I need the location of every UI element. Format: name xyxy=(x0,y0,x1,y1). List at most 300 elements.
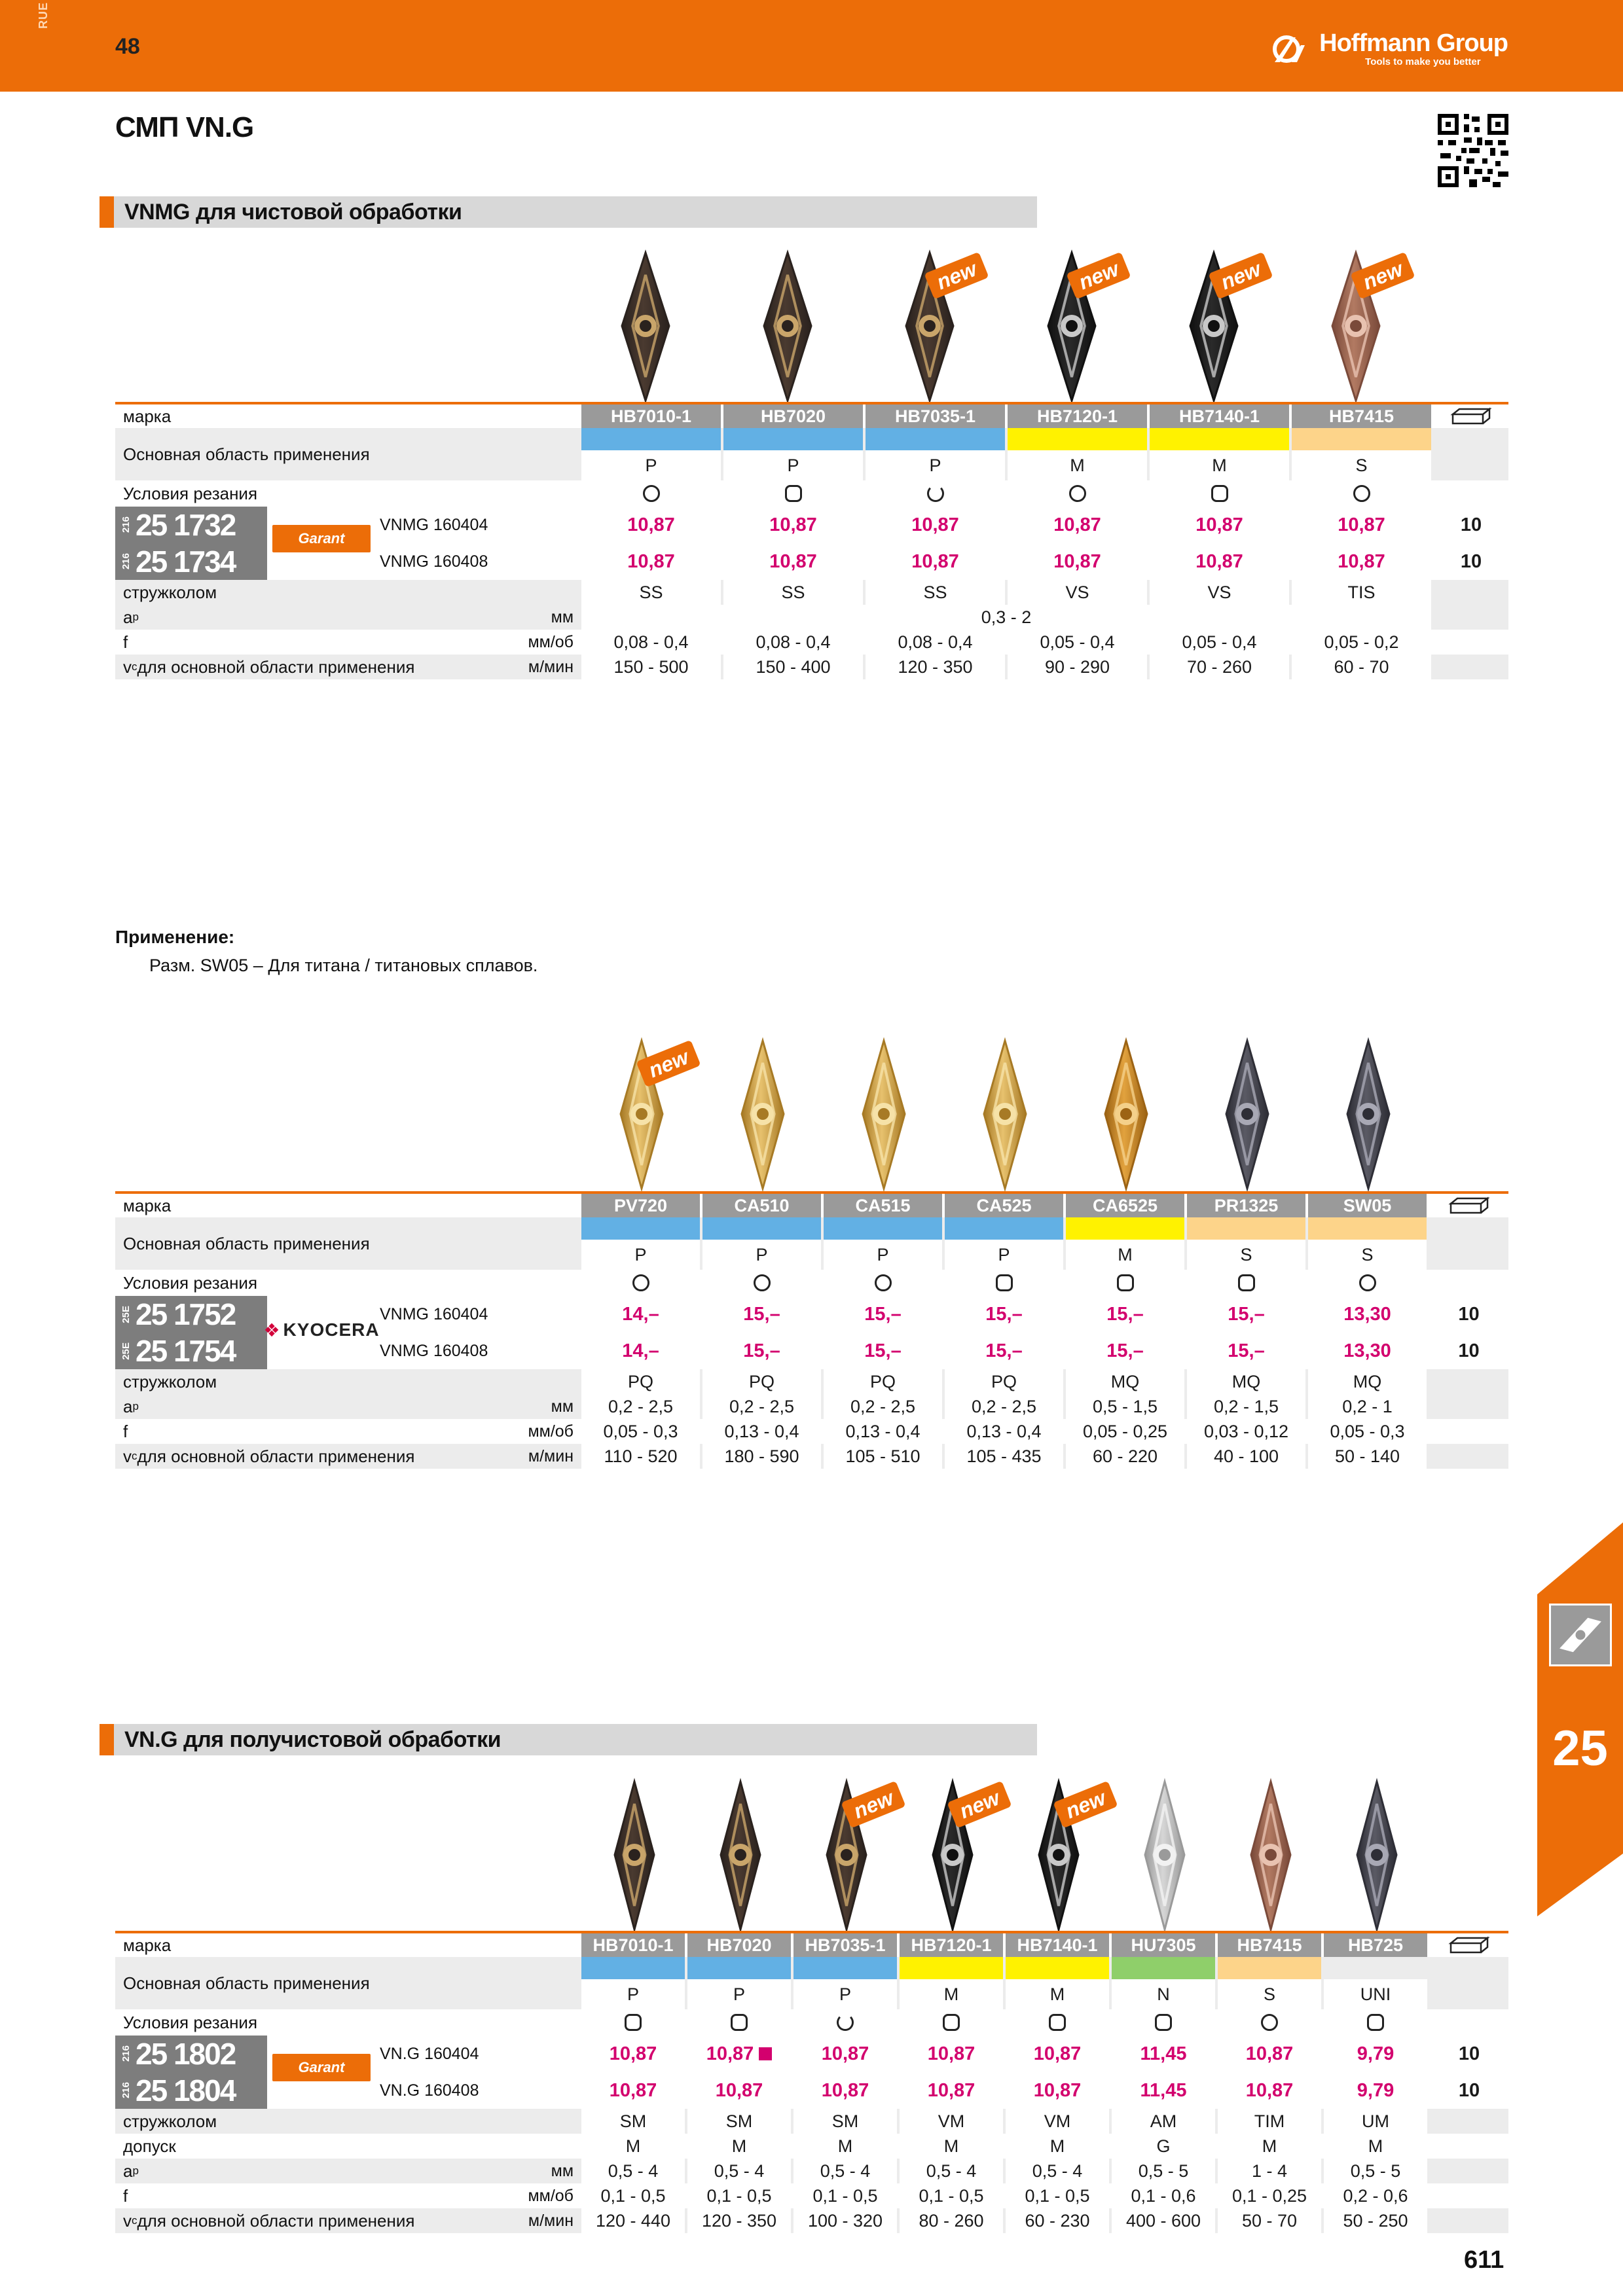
price[interactable] xyxy=(687,2072,791,2109)
price[interactable] xyxy=(866,543,1005,580)
price-value: 10,87 xyxy=(911,514,959,535)
f-label: f xyxy=(123,632,128,652)
grade-header[interactable]: HB7035-1 xyxy=(866,404,1005,428)
section-title: VNMG для чистовой обработки xyxy=(124,200,462,224)
availability-marker-icon xyxy=(759,2047,772,2060)
f-value: 0,05 - 0,3 xyxy=(1308,1419,1427,1444)
price[interactable] xyxy=(581,2072,685,2109)
pack-quantity: 10 xyxy=(1458,2079,1480,2101)
packaging-box-icon xyxy=(1429,1194,1508,1217)
ap-value: 0,5 - 5 xyxy=(1324,2159,1427,2183)
price-value: 10,87 xyxy=(609,2079,657,2101)
condition-square-icon xyxy=(625,2014,642,2031)
condition-cell xyxy=(581,1270,700,1296)
insert-images-row-kyocera xyxy=(0,1037,1623,1194)
article-number: 25 1804 xyxy=(136,2073,236,2108)
chipbreaker-value: MQ xyxy=(1308,1369,1427,1394)
vc-row xyxy=(115,1444,1508,1469)
price[interactable] xyxy=(581,1333,700,1369)
chipbreaker-value: SS xyxy=(723,580,863,605)
tolerance-value: M xyxy=(900,2134,1003,2159)
condition-cell xyxy=(900,2009,1003,2036)
area-color-strip xyxy=(687,1957,791,1979)
grade-header[interactable]: HB7035-1 xyxy=(793,1933,897,1957)
price[interactable] xyxy=(945,1333,1063,1369)
condition-square-icon xyxy=(1117,1274,1134,1291)
brand-label: марка xyxy=(123,1935,172,1955)
grade-header-row xyxy=(115,1194,1508,1217)
condition-circle-icon xyxy=(1261,2014,1278,2031)
price[interactable] xyxy=(1187,1333,1305,1369)
f-value: 0,1 - 0,5 xyxy=(793,2183,897,2208)
ap-value: 0,5 - 4 xyxy=(581,2159,685,2183)
brand-name: Hoffmann Group xyxy=(1319,29,1508,57)
designation: VNMG 160404 xyxy=(380,515,488,534)
vc-value: 50 - 250 xyxy=(1324,2208,1427,2233)
condition-interrupted-icon xyxy=(927,485,944,502)
grade-header[interactable]: HB7010-1 xyxy=(581,1933,685,1957)
conditions-label: Условия резания xyxy=(123,2012,258,2032)
vc-subscript: c xyxy=(132,1450,137,1462)
price[interactable] xyxy=(1008,507,1147,543)
vc-value: 70 - 260 xyxy=(1150,655,1289,679)
price-value: 10,87 xyxy=(627,550,675,572)
grade-header[interactable]: CA525 xyxy=(945,1194,1063,1217)
price[interactable] xyxy=(1308,1333,1427,1369)
chipbreaker-value: MQ xyxy=(1187,1369,1305,1394)
ap-unit: мм xyxy=(551,1397,574,1416)
designation: VN.G 160404 xyxy=(380,2044,479,2063)
conditions-row xyxy=(115,1270,1508,1296)
product-table-kyocera xyxy=(115,1191,1508,1479)
price-value: 15,– xyxy=(985,1340,1023,1361)
main-area-label: Основная область применения xyxy=(123,1233,370,1253)
price[interactable] xyxy=(1150,507,1289,543)
price[interactable] xyxy=(824,1333,942,1369)
price[interactable] xyxy=(945,1296,1063,1333)
condition-cell xyxy=(581,2009,685,2036)
insert-diamond-icon xyxy=(1182,1037,1313,1194)
garant-logo xyxy=(272,525,371,552)
condition-cell xyxy=(1308,1270,1427,1296)
price[interactable] xyxy=(1187,1296,1305,1333)
chipbreaker-value: TIS xyxy=(1292,580,1431,605)
area-color-strip xyxy=(1324,1957,1427,1979)
pack-quantity: 10 xyxy=(1458,1340,1480,1361)
vc-rest: для основной области применения xyxy=(137,1446,415,1466)
vc-symbol: v xyxy=(123,656,132,677)
f-label: f xyxy=(123,1421,128,1441)
insert-image xyxy=(576,1037,707,1194)
grade-header[interactable]: CA515 xyxy=(824,1194,942,1217)
hoffmann-logo-icon xyxy=(1272,35,1311,63)
f-value: 0,08 - 0,4 xyxy=(866,630,1005,655)
f-value: 0,05 - 0,3 xyxy=(581,1419,700,1444)
ap-subscript: p xyxy=(132,2164,139,2177)
price-value: 9,79 xyxy=(1357,2043,1395,2064)
main-area-label: Основная область применения xyxy=(123,1973,370,1993)
ap-value: 0,5 - 4 xyxy=(687,2159,791,2183)
ap-label xyxy=(123,2159,254,2183)
new-badge: new xyxy=(1066,252,1131,300)
ap-row xyxy=(115,2159,1508,2183)
price[interactable] xyxy=(824,1296,942,1333)
price[interactable] xyxy=(687,2036,791,2072)
chipbreaker-value: SM xyxy=(793,2109,897,2134)
vc-subscript: c xyxy=(132,660,137,673)
price[interactable] xyxy=(1292,543,1431,580)
price[interactable] xyxy=(1066,1333,1184,1369)
article-prefix: 216 xyxy=(120,2045,132,2062)
garant-logo xyxy=(272,2054,371,2081)
area-color-strip xyxy=(581,1217,700,1240)
chipbreaker-value: UM xyxy=(1324,2109,1427,2134)
pack-quantity: 10 xyxy=(1460,550,1482,572)
conditions-label: Условия резания xyxy=(123,1272,258,1293)
condition-cell xyxy=(581,480,721,507)
condition-cell xyxy=(1218,2009,1321,2036)
area-letter: S xyxy=(1187,1240,1305,1270)
insert-image xyxy=(1006,249,1137,406)
grade-header[interactable]: HU7305 xyxy=(1112,1933,1215,1957)
area-letter: S xyxy=(1292,450,1431,480)
f-value: 0,1 - 0,25 xyxy=(1218,2183,1321,2208)
conditions-row xyxy=(115,2009,1508,2036)
f-value: 0,05 - 0,4 xyxy=(1150,630,1289,655)
price-value: 10,87 xyxy=(1033,2079,1082,2101)
insert-diamond-icon xyxy=(722,249,853,406)
condition-circle-icon xyxy=(632,1274,649,1291)
kyocera-logo xyxy=(263,1316,380,1344)
area-letter: P xyxy=(824,1240,942,1270)
price-value: 9,79 xyxy=(1357,2079,1395,2101)
price[interactable] xyxy=(723,507,863,543)
price-value: 11,45 xyxy=(1140,2043,1187,2064)
section-accent-bar xyxy=(100,1724,114,1755)
grade-header[interactable]: HB7140-1 xyxy=(1006,1933,1109,1957)
conditions-row xyxy=(115,480,1508,507)
vc-row xyxy=(115,655,1508,679)
insert-image xyxy=(1311,1778,1442,1935)
vc-symbol: v xyxy=(123,1446,132,1466)
tolerance-value: M xyxy=(1218,2134,1321,2159)
article-prefix: 216 xyxy=(120,516,132,533)
chipbreaker-row xyxy=(115,2109,1508,2134)
area-color-strip xyxy=(702,1217,821,1240)
f-value: 0,05 - 0,25 xyxy=(1066,1419,1184,1444)
price[interactable] xyxy=(581,2036,685,2072)
grade-header[interactable]: CA510 xyxy=(702,1194,821,1217)
grade-header[interactable]: HB7140-1 xyxy=(1150,404,1289,428)
area-letter: P xyxy=(702,1240,821,1270)
price-value: 10,87 xyxy=(769,514,817,535)
vc-unit: м/мин xyxy=(528,1446,574,1465)
price-value: 10,87 xyxy=(821,2079,869,2101)
area-letter: P xyxy=(687,1979,791,2009)
condition-circle-icon xyxy=(754,1274,771,1291)
area-letter: M xyxy=(1066,1240,1184,1270)
article-number: 25 1754 xyxy=(136,1334,236,1368)
ap-value: 0,2 - 1 xyxy=(1308,1394,1427,1419)
article-number-box[interactable] xyxy=(115,507,267,543)
price-value: 10,87 xyxy=(715,2079,763,2101)
price[interactable] xyxy=(581,1296,700,1333)
insert-image xyxy=(1303,1037,1434,1194)
price-value: 10,87 xyxy=(1195,514,1243,535)
ap-symbol: a xyxy=(123,1396,133,1416)
conditions-label: Условия резания xyxy=(123,483,258,503)
f-value: 0,1 - 0,5 xyxy=(687,2183,791,2208)
price[interactable] xyxy=(1292,507,1431,543)
chipbreaker-value: PQ xyxy=(702,1369,821,1394)
vc-row xyxy=(115,2208,1508,2233)
ap-value: 0,5 - 4 xyxy=(900,2159,1003,2183)
price-value: 10,87 xyxy=(1338,514,1385,535)
price[interactable] xyxy=(1150,543,1289,580)
condition-circle-icon xyxy=(1069,485,1086,502)
ap-subscript: p xyxy=(132,611,139,623)
insert-image xyxy=(1061,1037,1192,1194)
price-value: 13,30 xyxy=(1343,1303,1391,1325)
price[interactable] xyxy=(1112,2036,1215,2072)
ap-subscript: p xyxy=(132,1400,139,1412)
pack-quantity: 10 xyxy=(1458,2043,1480,2064)
grade-header[interactable]: HB7020 xyxy=(687,1933,791,1957)
price-value: 15,– xyxy=(1106,1303,1144,1325)
tolerance-row xyxy=(115,2134,1508,2159)
grade-header[interactable]: PR1325 xyxy=(1187,1194,1305,1217)
article-number-box[interactable] xyxy=(115,2036,267,2072)
area-color-strip xyxy=(1006,1957,1109,1979)
condition-square-icon xyxy=(1049,2014,1066,2031)
packaging-box-icon xyxy=(1434,404,1508,428)
ap-symbol: a xyxy=(123,607,133,627)
article-number-box[interactable] xyxy=(115,1333,267,1369)
price-value: 10,87 xyxy=(927,2043,976,2064)
price-value: 15,– xyxy=(864,1340,902,1361)
price[interactable] xyxy=(793,2072,897,2109)
vc-value: 400 - 600 xyxy=(1112,2208,1215,2233)
price[interactable] xyxy=(900,2072,1003,2109)
condition-circle-icon xyxy=(1353,485,1370,502)
price[interactable] xyxy=(1006,2072,1109,2109)
insert-image xyxy=(697,1037,828,1194)
f-value: 0,13 - 0,4 xyxy=(702,1419,821,1444)
insert-image xyxy=(818,1037,949,1194)
article-prefix: 216 xyxy=(120,2082,132,2099)
area-letter: M xyxy=(900,1979,1003,2009)
price[interactable] xyxy=(1066,1296,1184,1333)
price[interactable] xyxy=(1218,2072,1321,2109)
product-table-semifinishing xyxy=(115,1931,1508,2245)
f-row xyxy=(115,1419,1508,1444)
new-badge: new xyxy=(1053,1781,1118,1829)
brand-logo[interactable] xyxy=(1272,30,1508,68)
vc-value: 110 - 520 xyxy=(581,1444,700,1469)
grade-header-row xyxy=(115,404,1508,428)
condition-cell xyxy=(1112,2009,1215,2036)
chapter-tab[interactable] xyxy=(1537,1594,1623,1854)
grade-header[interactable]: HB725 xyxy=(1324,1933,1427,1957)
section-header-semifinishing xyxy=(100,1724,1037,1755)
chipbreaker-value: AM xyxy=(1112,2109,1215,2134)
condition-square-icon xyxy=(943,2014,960,2031)
price[interactable] xyxy=(1324,2072,1427,2109)
price[interactable] xyxy=(1218,2036,1321,2072)
price-value: 15,– xyxy=(985,1303,1023,1325)
area-color-strip xyxy=(1218,1957,1321,1979)
chipbreaker-value: VM xyxy=(900,2109,1003,2134)
new-badge: new xyxy=(636,1040,701,1088)
grade-header[interactable]: SW05 xyxy=(1308,1194,1427,1217)
price-value: 10,87 xyxy=(1033,2043,1082,2064)
page-number-bottom: 611 xyxy=(1464,2246,1504,2274)
grade-header[interactable]: HB7415 xyxy=(1292,404,1431,428)
vc-value: 150 - 400 xyxy=(723,655,863,679)
insert-diamond-icon xyxy=(697,1037,828,1194)
condition-cell xyxy=(1324,2009,1427,2036)
area-color-strip xyxy=(866,428,1005,450)
insert-diamond-icon xyxy=(1061,1037,1192,1194)
article-prefix: 25E xyxy=(120,1305,132,1323)
ap-value: 0,5 - 5 xyxy=(1112,2159,1215,2183)
price-value: 15,– xyxy=(743,1303,780,1325)
main-area-row xyxy=(115,1957,1508,2009)
price[interactable] xyxy=(581,507,721,543)
area-letter: M xyxy=(1150,450,1289,480)
tolerance-value: M xyxy=(581,2134,685,2159)
price[interactable] xyxy=(1324,2036,1427,2072)
tolerance-value: G xyxy=(1112,2134,1215,2159)
grade-header[interactable]: HB7120-1 xyxy=(900,1933,1003,1957)
price[interactable] xyxy=(1112,2072,1215,2109)
insert-image xyxy=(1290,249,1421,406)
price[interactable] xyxy=(793,2036,897,2072)
price-value: 10,87 xyxy=(769,550,817,572)
tolerance-value: M xyxy=(1006,2134,1109,2159)
article-number-box[interactable] xyxy=(115,2072,267,2109)
price[interactable] xyxy=(866,507,1005,543)
f-unit: мм/об xyxy=(528,1422,574,1441)
vc-subscript: c xyxy=(132,2214,137,2227)
f-value: 0,13 - 0,4 xyxy=(945,1419,1063,1444)
ap-value: 0,2 - 1,5 xyxy=(1187,1394,1305,1419)
grade-header[interactable]: HB7415 xyxy=(1218,1933,1321,1957)
condition-square-icon xyxy=(731,2014,748,2031)
area-color-strip xyxy=(824,1217,942,1240)
vc-value: 105 - 435 xyxy=(945,1444,1063,1469)
price[interactable] xyxy=(1008,543,1147,580)
article-number: 25 1802 xyxy=(136,2037,236,2071)
price[interactable] xyxy=(581,543,721,580)
grade-header[interactable]: HB7010-1 xyxy=(581,404,721,428)
price-value: 14,– xyxy=(622,1340,659,1361)
f-value: 0,1 - 0,5 xyxy=(581,2183,685,2208)
chipbreaker-row xyxy=(115,1369,1508,1394)
ap-symbol: a xyxy=(123,2161,133,2181)
price[interactable] xyxy=(702,1333,821,1369)
kyocera-mark-icon: ❖ xyxy=(263,1319,281,1340)
price[interactable] xyxy=(1006,2036,1109,2072)
turning-insert-icon xyxy=(1549,1604,1612,1666)
price-value: 15,– xyxy=(864,1303,902,1325)
article-prefix: 25E xyxy=(120,1342,132,1360)
price[interactable] xyxy=(723,543,863,580)
f-row xyxy=(115,630,1508,655)
grade-header-row xyxy=(115,1933,1508,1957)
chipbreaker-value: TIM xyxy=(1218,2109,1321,2134)
qr-code-icon[interactable] xyxy=(1438,114,1508,187)
insert-diamond-icon xyxy=(939,1037,1070,1194)
ap-value: 0,2 - 2,5 xyxy=(824,1394,942,1419)
price[interactable] xyxy=(702,1296,821,1333)
grade-header[interactable]: PV720 xyxy=(581,1194,700,1217)
insert-image xyxy=(580,249,711,406)
header-bar xyxy=(0,0,1623,92)
price[interactable] xyxy=(900,2036,1003,2072)
chipbreaker-value: MQ xyxy=(1066,1369,1184,1394)
condition-cell xyxy=(1292,480,1431,507)
area-color-strip xyxy=(945,1217,1063,1240)
grade-header[interactable]: HB7020 xyxy=(723,404,863,428)
vc-value: 180 - 590 xyxy=(702,1444,821,1469)
condition-cell xyxy=(1066,1270,1184,1296)
area-color-strip xyxy=(1112,1957,1215,1979)
vc-value: 150 - 500 xyxy=(581,655,721,679)
chipbreaker-value: SM xyxy=(687,2109,791,2134)
ap-value: 0,3 - 2 xyxy=(581,605,1431,630)
designation: VNMG 160404 xyxy=(380,1304,488,1323)
price[interactable] xyxy=(1308,1296,1427,1333)
section-title: VN.G для получистовой обработки xyxy=(124,1727,501,1752)
designation: VNMG 160408 xyxy=(380,1341,488,1360)
grade-header[interactable]: HB7120-1 xyxy=(1008,404,1147,428)
article-number-box[interactable] xyxy=(115,1296,267,1333)
area-letter: P xyxy=(723,450,863,480)
chipbreaker-row xyxy=(115,580,1508,605)
application-heading: Применение: xyxy=(115,927,235,947)
vc-rest: для основной области применения xyxy=(137,656,415,677)
price-value: 10,87 xyxy=(821,2043,869,2064)
main-area-label: Основная область применения xyxy=(123,444,370,464)
f-value: 0,08 - 0,4 xyxy=(723,630,863,655)
ap-unit: мм xyxy=(551,2161,574,2180)
pack-quantity: 10 xyxy=(1460,514,1482,535)
condition-circle-icon xyxy=(1359,1274,1376,1291)
tolerance-value: M xyxy=(793,2134,897,2159)
new-badge: new xyxy=(1350,252,1415,300)
article-number: 25 1734 xyxy=(136,545,236,579)
article-number-box[interactable] xyxy=(115,543,267,580)
tolerance-label: допуск xyxy=(123,2136,176,2156)
f-value: 0,05 - 0,2 xyxy=(1292,630,1431,655)
f-row xyxy=(115,2183,1508,2208)
price-value: 10,87 xyxy=(1053,514,1101,535)
vc-value: 60 - 70 xyxy=(1292,655,1431,679)
chapter-number: 25 xyxy=(1552,1721,1608,1776)
condition-cell xyxy=(1006,2009,1109,2036)
logo-text: Garant xyxy=(298,2059,345,2075)
insert-image xyxy=(939,1037,1070,1194)
condition-square-icon xyxy=(996,1274,1013,1291)
pack-quantity: 10 xyxy=(1458,1303,1480,1325)
condition-cell xyxy=(1008,480,1147,507)
grade-header[interactable]: CA6525 xyxy=(1066,1194,1184,1217)
area-letter: M xyxy=(1008,450,1147,480)
ap-value: 0,2 - 2,5 xyxy=(702,1394,821,1419)
price-value: 11,45 xyxy=(1140,2079,1187,2101)
new-badge: new xyxy=(841,1781,905,1829)
